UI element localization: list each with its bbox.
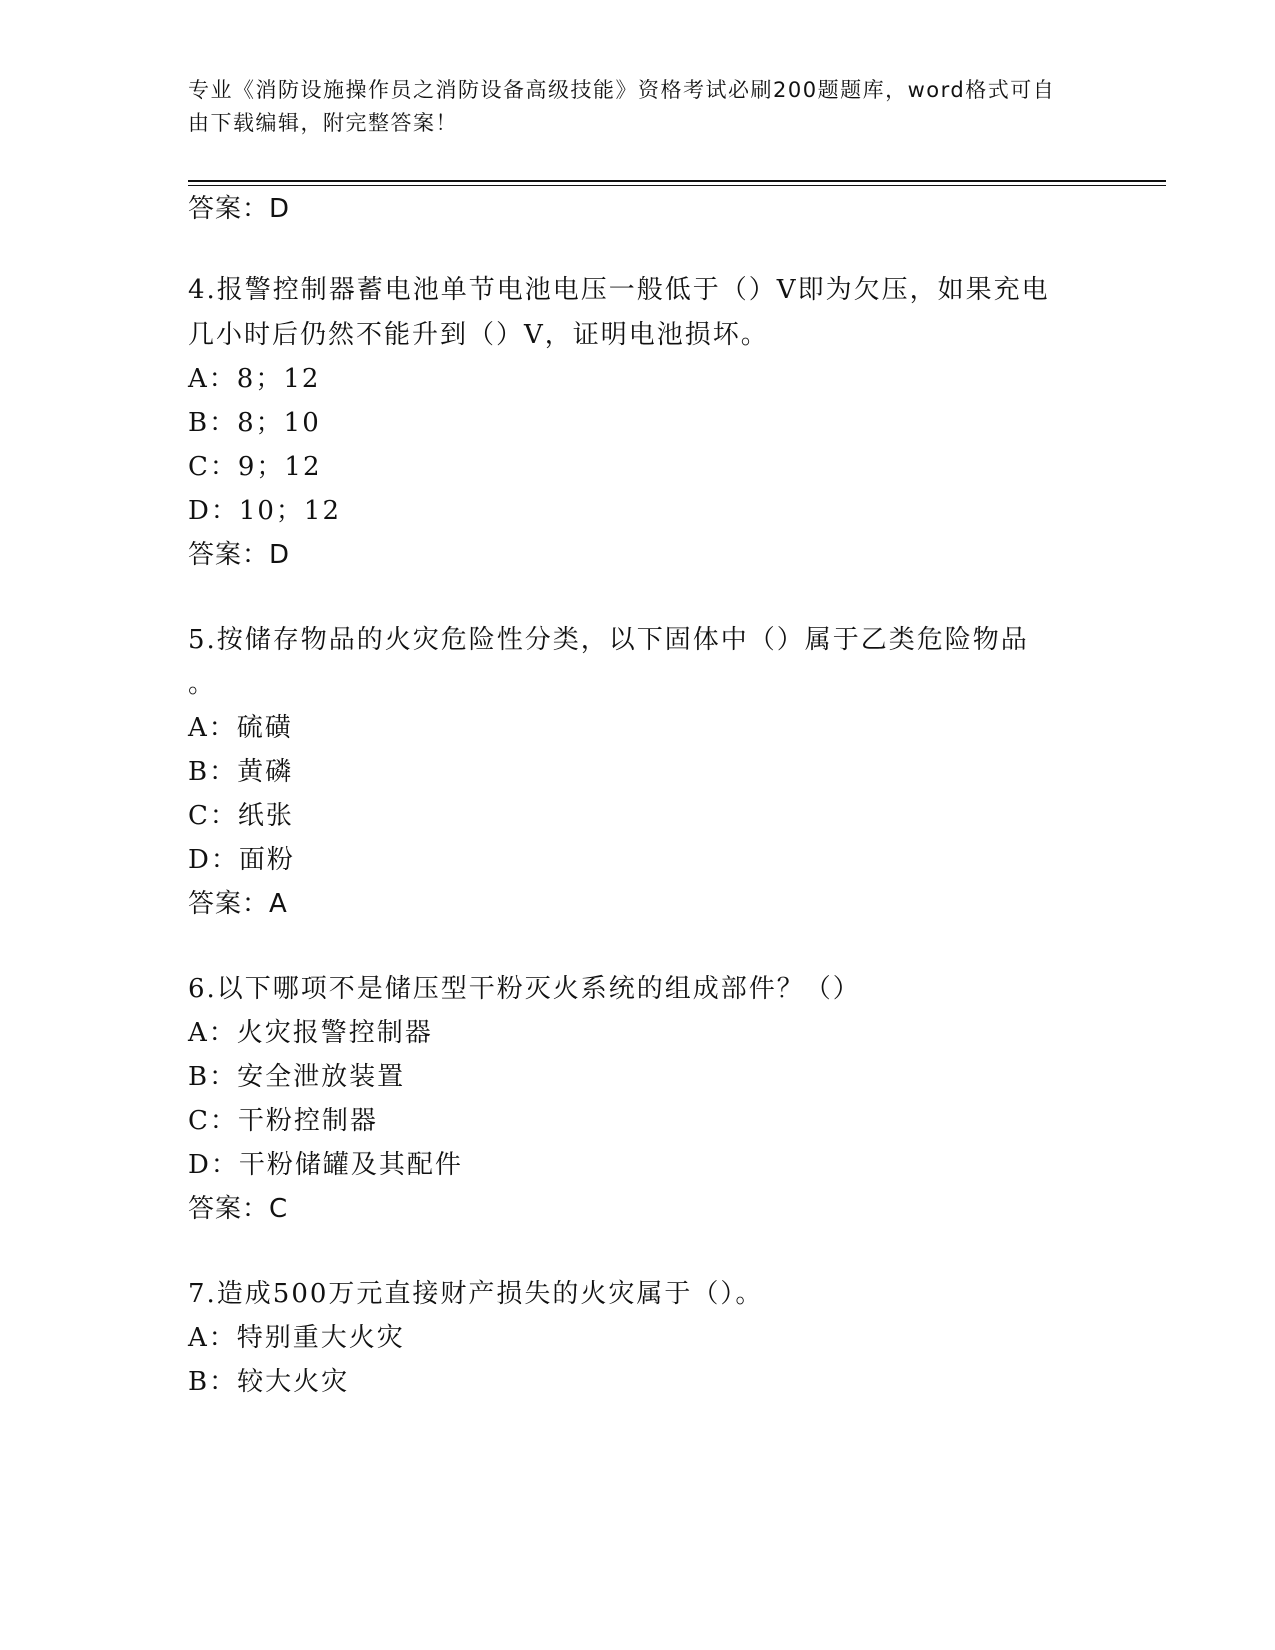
question-4-option-d: D：10；12 bbox=[188, 496, 342, 526]
answer-prev: 答案：D bbox=[188, 194, 291, 224]
question-7-option-b: B：较大火灾 bbox=[188, 1367, 350, 1397]
header-divider-thick bbox=[188, 180, 1166, 182]
question-4-stem-line-1: 4.报警控制器蓄电池单节电池电压一般低于（）V即为欠压，如果充电 bbox=[188, 275, 1050, 305]
question-4-option-c: C：9；12 bbox=[188, 452, 322, 482]
question-6-option-d: D：干粉储罐及其配件 bbox=[188, 1150, 463, 1180]
question-5-answer: 答案：A bbox=[188, 889, 288, 919]
question-5-option-a: A：硫磺 bbox=[188, 713, 293, 743]
question-4-stem-line-2: 几小时后仍然不能升到（）V，证明电池损坏。 bbox=[188, 320, 769, 350]
question-4-answer: 答案：D bbox=[188, 540, 291, 570]
question-5-stem-line-1: 5.按储存物品的火灾危险性分类，以下固体中（）属于乙类危险物品 bbox=[188, 625, 1029, 655]
question-6-option-c: C：干粉控制器 bbox=[188, 1106, 378, 1136]
document-header: 专业《消防设施操作员之消防设备高级技能》资格考试必刷200题题库，word格式可自由下载编辑，附完整答案！ bbox=[188, 78, 1056, 135]
question-6-stem-line-1: 6.以下哪项不是储压型干粉灭火系统的组成部件？（） bbox=[188, 974, 861, 1004]
header-divider-thin bbox=[188, 185, 1166, 186]
question-6-option-a: A：火灾报警控制器 bbox=[188, 1018, 433, 1048]
question-7-option-a: A：特别重大火灾 bbox=[188, 1323, 405, 1353]
question-6-option-b: B：安全泄放装置 bbox=[188, 1062, 406, 1092]
question-5-option-c: C：纸张 bbox=[188, 801, 294, 831]
question-5-option-d: D：面粉 bbox=[188, 845, 295, 875]
question-4-option-b: B：8；10 bbox=[188, 408, 321, 438]
question-5-stem-line-2: 。 bbox=[188, 669, 217, 699]
question-7-stem-line-1: 7.造成500万元直接财产损失的火灾属于（）。 bbox=[188, 1279, 764, 1309]
question-5-option-b: B：黄磷 bbox=[188, 757, 294, 787]
question-4-option-a: A：8；12 bbox=[188, 364, 321, 394]
question-6-answer: 答案：C bbox=[188, 1194, 289, 1224]
